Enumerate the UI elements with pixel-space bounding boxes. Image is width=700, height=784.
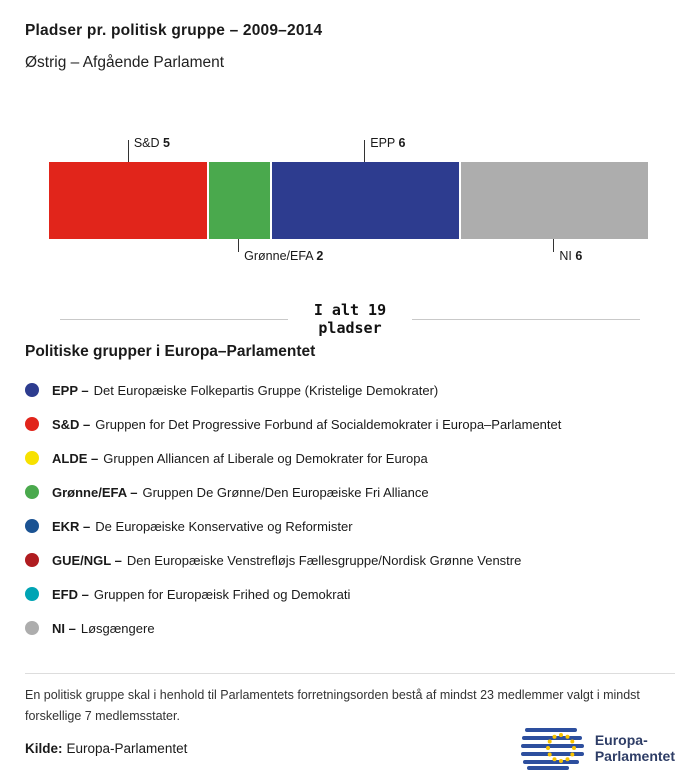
legend-abbr: NI – (52, 620, 76, 636)
legend-item-ni (25, 611, 675, 645)
seats-chart (49, 136, 648, 269)
legend-title: Politiske grupper i Europa–Parlamentet (25, 343, 316, 361)
legend-color-dot-ni (25, 621, 39, 635)
legend-color-dot-efd (25, 587, 39, 601)
footnote: En politisk gruppe skal i henhold til Parlamentets forretningsorden bestå af mindst 23 medlemmer valgt i mindst forskellige 7 medlemsstater. (25, 688, 640, 723)
marker-label-epp (370, 136, 405, 150)
page-subtitle: Østrig – Afgående Parlament (25, 53, 225, 71)
marker-label-s-d (134, 136, 170, 150)
marker-group-name: Grønne/EFA (244, 248, 317, 263)
stacked-bar (49, 162, 648, 239)
legend-color-dot-epp (25, 383, 39, 397)
marker-group-name: NI (559, 248, 576, 263)
ep-logo-line1: Europa- (594, 731, 648, 748)
marker-group-name: EPP (370, 135, 399, 150)
marker-gr-nne-efa (238, 239, 324, 263)
total-seats-line1: I alt 19 (313, 300, 387, 319)
total-divider-left (60, 319, 288, 320)
legend-item-gr-nne-efa (25, 475, 675, 509)
legend-desc: Den Europæiske Venstrefløjs Fællesgruppe/Nordisk Grønne Venstre (126, 552, 522, 568)
legend-color-dot-s-d (25, 417, 39, 431)
legend-abbr: Grønne/EFA – (52, 484, 138, 500)
bar-segment-epp (270, 162, 459, 239)
legend-abbr: ALDE – (52, 450, 99, 466)
legend-abbr: EKR – (52, 518, 91, 534)
total-seats-label (288, 301, 412, 339)
marker-ni (553, 239, 583, 263)
legend-desc: Gruppen Alliancen af Liberale og Demokrater for Europa (103, 450, 428, 466)
ep-flag-icon (521, 726, 587, 770)
footer (25, 726, 675, 770)
marker-seat-count: 5 (163, 135, 170, 150)
ep-logo-line2: Parlamentet (594, 748, 675, 764)
legend-desc: Det Europæiske Folkepartis Gruppe (Kristelige Demokrater) (93, 382, 439, 398)
legend-desc: Gruppen De Grønne/Den Europæiske Fri Alliance (142, 484, 429, 500)
legend-abbr: S&D – (52, 416, 91, 432)
marker-seat-count: 6 (575, 248, 583, 263)
legend-desc: De Europæiske Konservative og Reformister (95, 518, 353, 534)
marker-group-name: S&D (133, 135, 163, 150)
legend-abbr: EPP – (52, 382, 89, 398)
ep-logo (521, 726, 675, 770)
marker-label-ni (559, 249, 582, 263)
legend-list (25, 373, 675, 645)
legend-item-efd (25, 577, 675, 611)
legend-color-dot-alde (25, 451, 39, 465)
source-label: Kilde: (25, 740, 63, 756)
chart-top-labels (49, 136, 648, 162)
source-value: Europa-Parlamentet (66, 740, 188, 756)
legend-item-gue-ngl (25, 543, 675, 577)
footnote-divider (25, 673, 675, 674)
legend-item-s-d (25, 407, 675, 441)
marker-seat-count: 2 (316, 248, 324, 263)
legend-color-dot-gr-nne-efa (25, 485, 39, 499)
marker-epp (364, 135, 406, 162)
bar-segment-gr-nne-efa (207, 162, 270, 239)
legend-abbr: EFD – (52, 586, 89, 602)
marker-label-gr-nne-efa (244, 249, 323, 263)
ep-logo-text (595, 732, 675, 764)
chart-bottom-labels (49, 239, 648, 269)
marker-s-d (128, 135, 170, 162)
source (25, 741, 187, 756)
legend-desc: Gruppen for Europæisk Frihed og Demokrati (93, 586, 351, 602)
legend-item-ekr (25, 509, 675, 543)
legend-color-dot-gue-ngl (25, 553, 39, 567)
total-divider-right (412, 319, 640, 320)
bar-segment-s-d (49, 162, 207, 239)
total-seats-line2: pladser (318, 319, 382, 338)
total-seats-row (60, 301, 640, 339)
bar-segment-ni (459, 162, 648, 239)
legend-desc: Gruppen for Det Progressive Forbund af Socialdemokrater i Europa–Parlamentet (95, 416, 562, 432)
marker-seat-count: 6 (398, 135, 406, 150)
legend-desc: Løsgængere (80, 620, 155, 636)
legend-abbr: GUE/NGL – (52, 552, 122, 568)
legend-item-epp (25, 373, 675, 407)
legend-color-dot-ekr (25, 519, 39, 533)
page-title: Pladser pr. politisk gruppe – 2009–2014 (25, 22, 323, 39)
legend-item-alde (25, 441, 675, 475)
